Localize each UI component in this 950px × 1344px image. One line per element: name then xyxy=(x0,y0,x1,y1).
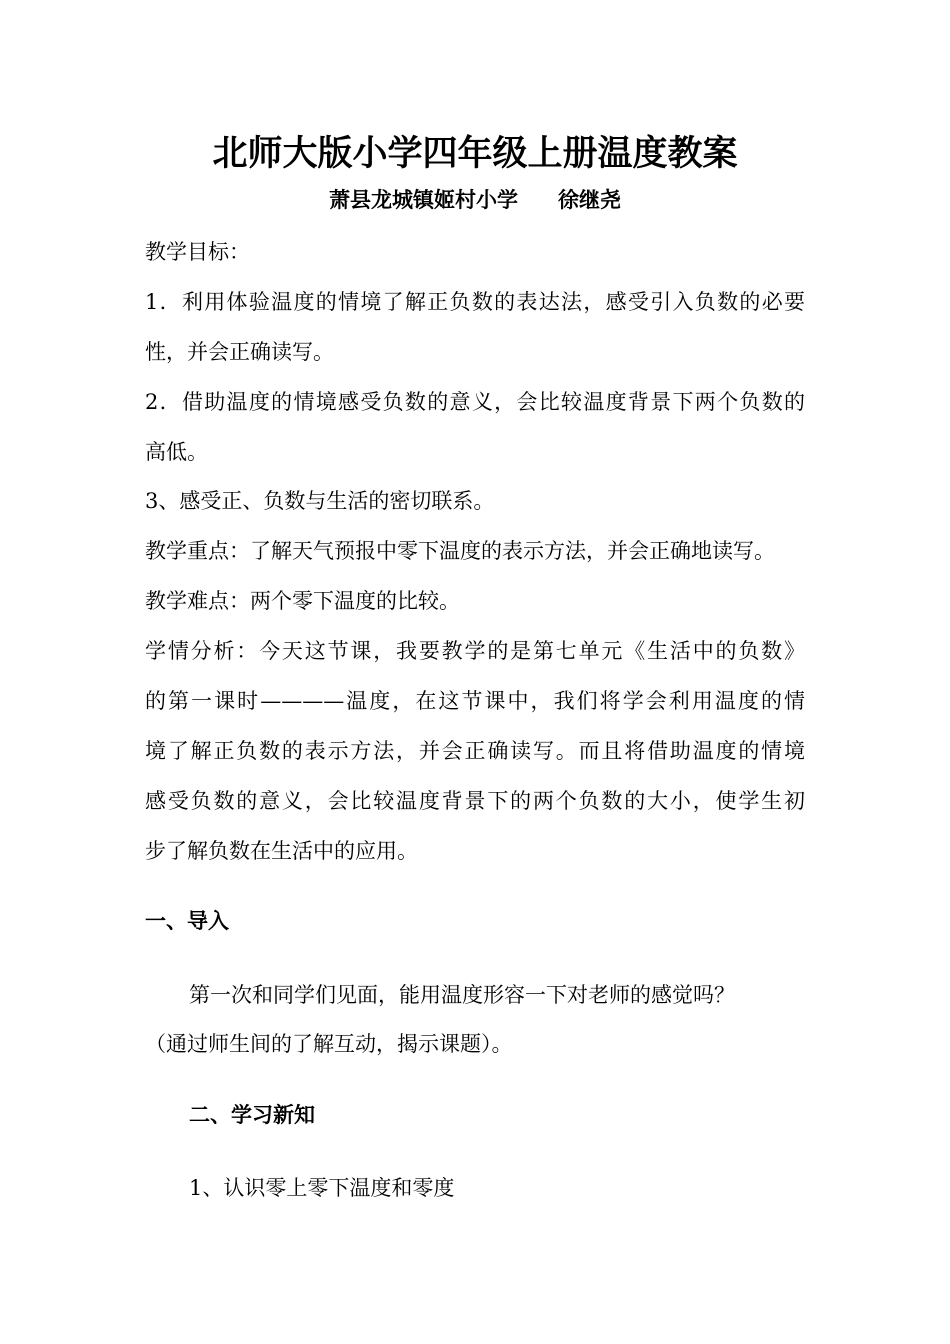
objectives-label: 教学目标： xyxy=(145,240,250,264)
analysis-line-3: 境了解正负数的表示方法，并会正确读写。而且将借助温度的情境 xyxy=(145,739,805,763)
section-1-heading: 一、导入 xyxy=(145,909,229,933)
objective-3: 3、感受正、负数与生活的密切联系。 xyxy=(145,489,495,513)
analysis-line-1: 学情分析：今天这节课，我要教学的是第七单元《生活中的负数》 xyxy=(145,639,805,663)
section-2-heading: 二、学习新知 xyxy=(189,1103,315,1127)
analysis-line-2: 的第一课时————温度，在这节课中，我们将学会利用温度的情 xyxy=(145,689,805,713)
objective-2-line-2: 高低。 xyxy=(145,440,208,464)
objective-1-line-1: 1．利用体验温度的情境了解正负数的表达法，感受引入负数的必要 xyxy=(145,290,805,314)
analysis-line-5: 步了解负数在生活中的应用。 xyxy=(145,839,418,863)
document-byline xyxy=(0,185,950,215)
subsection-1: 1、认识零上零下温度和零度 xyxy=(189,1176,455,1200)
document-title: 北师大版小学四年级上册温度教案 xyxy=(212,133,738,174)
author-name: 徐继尧 xyxy=(558,188,621,212)
school-name: 萧县龙城镇姬村小学 xyxy=(329,188,518,212)
intro-line-1: 第一次和同学们见面，能用温度形容一下对老师的感觉吗？ xyxy=(189,983,735,1007)
analysis-line-4: 感受负数的意义，会比较温度背景下的两个负数的大小，使学生初 xyxy=(145,789,805,813)
key-point: 教学重点：了解天气预报中零下温度的表示方法，并会正确地读写。 xyxy=(145,539,775,563)
objective-1-line-2: 性，并会正确读写。 xyxy=(145,340,334,364)
intro-line-2: （通过师生间的了解互动，揭示课题）。 xyxy=(145,1032,513,1056)
objective-2-line-1: 2．借助温度的情境感受负数的意义，会比较温度背景下两个负数的 xyxy=(145,390,805,414)
difficulty: 教学难点：两个零下温度的比较。 xyxy=(145,589,460,613)
